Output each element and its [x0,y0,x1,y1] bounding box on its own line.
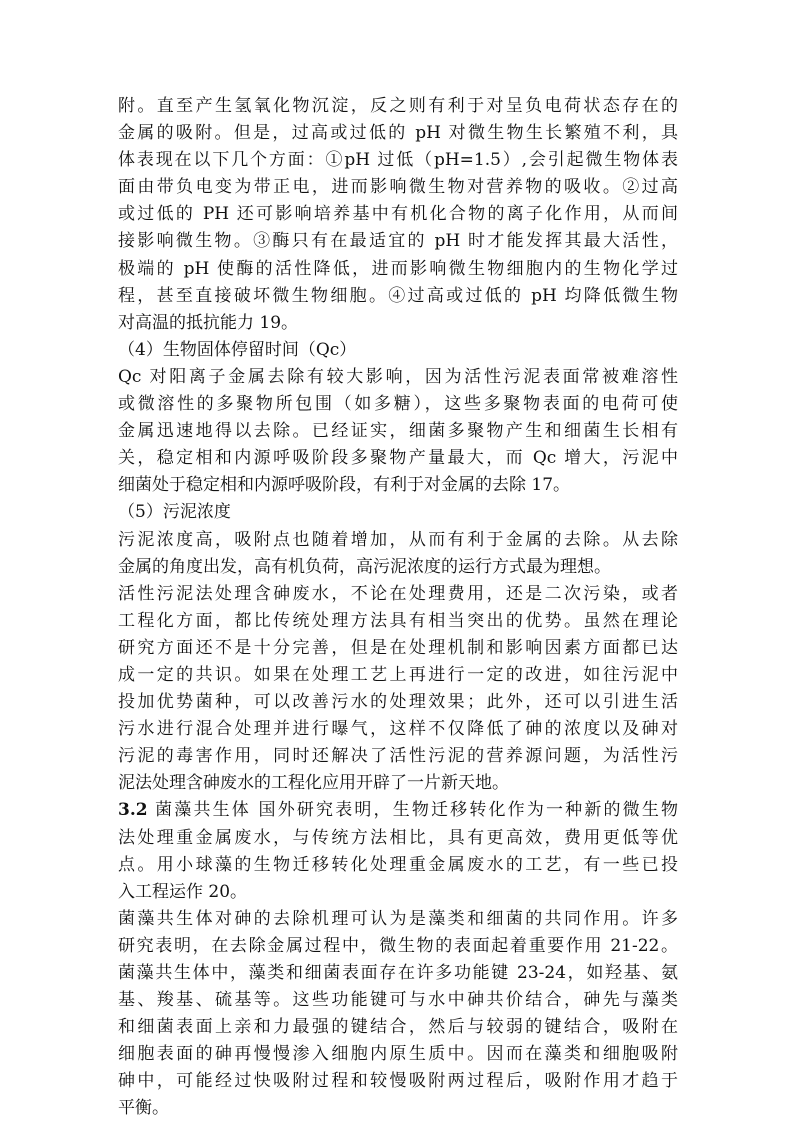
text-line: 成一定的共识。如果在处理工艺上再进行一定的改进，如往污泥中 [118,664,678,685]
text-line: 入工程运作 20。 [118,881,248,902]
text-line: 污泥浓度高，吸附点也随着增加，从而有利于金属的去除。从去除 [118,529,678,550]
text-line: 泥法处理含砷废水的工程化应用开辟了一片新天地。 [118,773,509,794]
text-line: 平衡。 [118,1098,169,1119]
text-line: 或过低的 PH 还可影响培养基中有机化合物的离子化作用，从而间 [118,204,678,225]
text-line: 面由带负电变为带正电，进而影响微生物对营养物的吸收。②过高 [118,177,678,198]
text-line: 法处理重金属废水，与传统方法相比，具有更高效，费用更低等优 [118,827,678,848]
text-line: 程，甚至直接破坏微生物细胞。④过高或过低的 pH 均降低微生物 [118,285,678,306]
text-line: 点。用小球藻的生物迁移转化处理重金属废水的工艺，有一些已投 [118,854,678,875]
text-line: 菌藻共生体对砷的去除机理可认为是藻类和细菌的共同作用。许多 [118,908,678,929]
text-line: 菌藻共生体中，藻类和细菌表面存在许多功能键 23-24，如羟基、氨 [118,963,678,983]
text-line: 或微溶性的多聚物所包围（如多糖），这些多聚物表面的电荷可使 [118,394,678,415]
text-line: 污泥的毒害作用，同时还解决了活性污泥的营养源问题，为活性污 [118,746,678,767]
text-line: 金属的角度出发，高有机负荷，高污泥浓度的运行方式最为理想。 [118,556,611,577]
text-line: 细胞表面的砷再慢慢渗入细胞内原生质中。因而在藻类和细胞吸附 [118,1044,678,1065]
text-line: 污水进行混合处理并进行曝气，这样不仅降低了砷的浓度以及砷对 [118,719,678,740]
text-line: 活性污泥法处理含砷废水，不论在处理费用，还是二次污染，或者 [118,583,678,604]
text-line: 和细菌表面上亲和力最强的键结合，然后与较弱的键结合，吸附在 [118,1017,678,1038]
text-line: 研究表明，在去除金属过程中，微生物的表面起着重要作用 21-22。 [118,935,678,956]
text-line: Qc 对阳离子金属去除有较大影响，因为活性污泥表面常被难溶性 [118,366,678,387]
text-line: 砷中，可能经过快吸附过程和较慢吸附两过程后，吸附作用才趋于 [118,1071,678,1092]
section-number: 3.2 [118,800,148,821]
text-line: 对高温的抵抗能力 19。 [118,312,299,333]
text-line: 3.2 菌藻共生体 国外研究表明，生物迁移转化作为一种新的微生物 [118,800,678,821]
text-line: （5）污泥浓度 [118,502,231,523]
text-line: 金属迅速地得以去除。已经证实，细菌多聚物产生和细菌生长相有 [118,421,678,442]
text-line: （4）生物固体停留时间（Qc） [118,339,357,360]
text-line: 金属的吸附。但是，过高或过低的 pH 对微生物生长繁殖不利，具 [118,123,678,144]
text-line: 附。直至产生氢氧化物沉淀，反之则有利于对呈负电荷状态存在的 [118,96,678,116]
text-line: 极端的 pH 使酶的活性降低，进而影响微生物细胞内的生物化学过 [118,258,678,279]
text-line: 基、羧基、硫基等。这些功能键可与水中砷共价结合，砷先与藻类 [118,990,678,1011]
text-line: 体表现在以下几个方面：①pH 过低（pH=1.5）,会引起微生物体表 [118,150,678,171]
text-line: 研究方面还不是十分完善，但是在处理机制和影响因素方面都已达 [118,637,678,658]
text-line: 投加优势菌种，可以改善污水的处理效果；此外，还可以引进生活 [118,692,678,713]
text-line: 关，稳定相和内源呼吸阶段多聚物产量最大，而 Qc 增大，污泥中 [118,448,678,469]
document-page [118,93,678,1123]
text-line: 细菌处于稳定相和内源呼吸阶段，有利于对金属的去除 17。 [118,475,571,496]
text-line: 工程化方面，都比传统处理方法具有相当突出的优势。虽然在理论 [118,610,678,631]
text-line: 接影响微生物。③酶只有在最适宜的 pH 时才能发挥其最大活性， [118,231,678,252]
